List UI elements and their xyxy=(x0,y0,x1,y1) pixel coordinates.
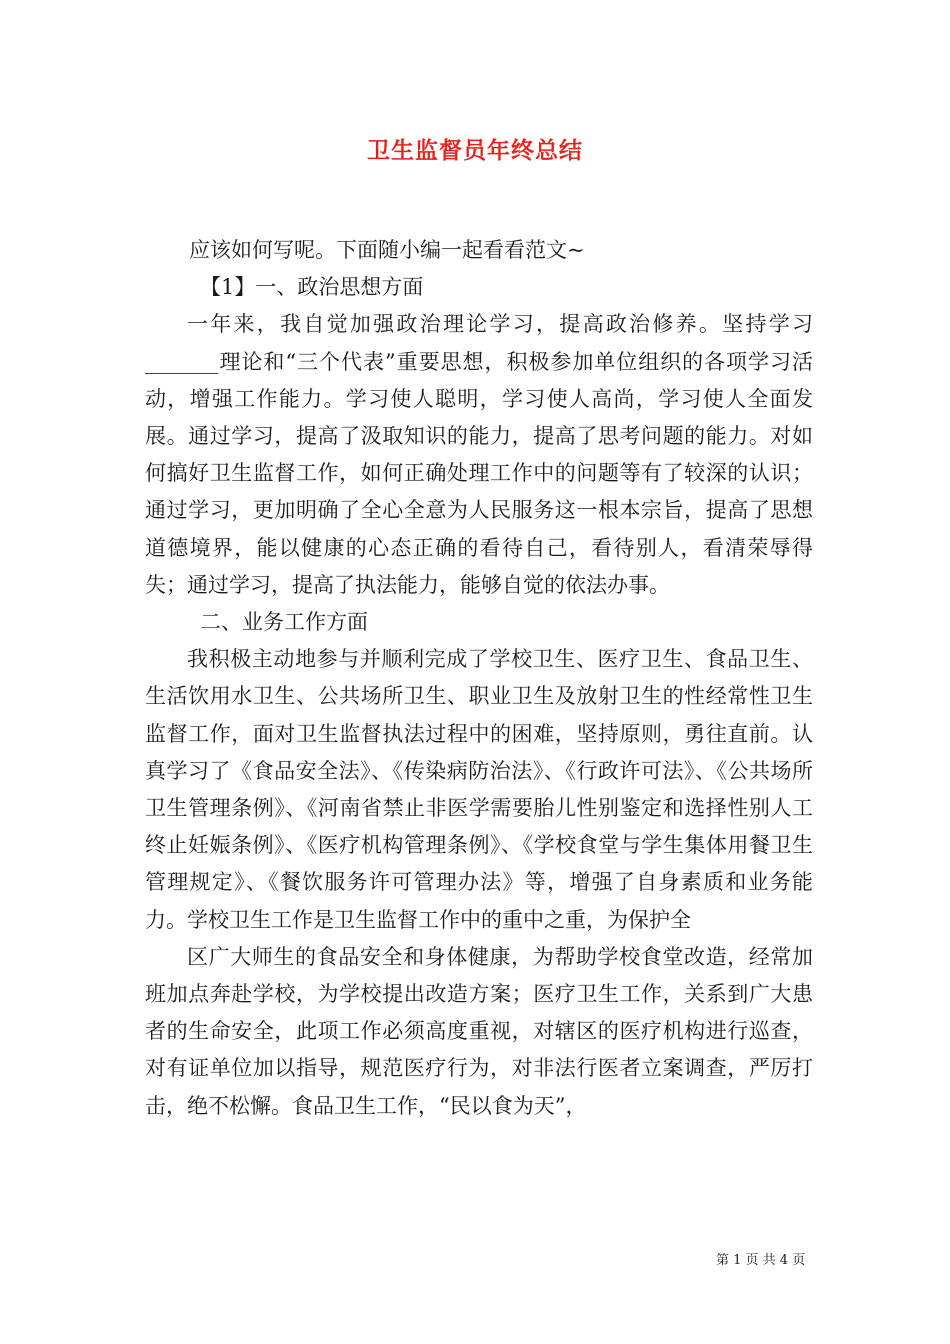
politics-paragraph: 一年来，我自觉加强政治理论学习，提高政治修养。坚持学习_______理论和“三个代表”重要思想，积极参加单位组织的各项学习活动，增强工作能力。学习使人聪明，学习使人高尚，学习使人全面发展。通过学习，提高了汲取知识的能力，提高了思考问题的能力。对如何搞好卫生监督工作，如何正确处理工作中的问题等有了较深的认识；通过学习，更加明确了全心全意为人民服务这一根本宗旨，提高了思想道德境界，能以健康的心态正确的看待自己，看待别人，看清荣辱得失；通过学习，提高了执法能力，能够自觉的依法办事。 xyxy=(145,312,813,597)
document-title: 卫生监督员年终总结 xyxy=(367,137,583,164)
intro-paragraph: 应该如何写呢。下面随小编一起看看范文~ xyxy=(189,238,585,262)
business-paragraph-1: 我积极主动地参与并顺利完成了学校卫生、医疗卫生、食品卫生、生活饮用水卫生、公共场所卫生、职业卫生及放射卫生的性经常性卫生监督工作，面对卫生监督执法过程中的困难，坚持原则，勇往直前。认真学习了《食品安全法》、《传染病防治法》、《行政许可法》、《公共场所卫生管理条例》、《河南省禁止非医学需要胎儿性别鉴定和选择性别人工终止妊娠条例》、《医疗机构管理条例》、《学校食堂与学生集体用餐卫生管理规定》、《餐饮服务许可管理办法》等，增强了自身素质和业务能力。学校卫生工作是卫生监督工作中的重中之重，为保护全 xyxy=(145,647,813,932)
section-heading-politics: 【1】一、政治思想方面 xyxy=(200,275,424,300)
section-heading-business: 二、业务工作方面 xyxy=(200,610,368,635)
document-body xyxy=(145,232,813,1125)
business-paragraph-2: 区广大师生的食品安全和身体健康，为帮助学校食堂改造，经常加班加点奔赴学校，为学校提出改造方案；医疗卫生工作，关系到广大患者的生命安全，此项工作必须高度重视，对辖区的医疗机构进行巡查，对有证单位加以指导，规范医疗行为，对非法行医者立案调查，严厉打击，绝不松懈。食品卫生工作，“民以食为天”， xyxy=(145,944,813,1118)
page-number: 第 1 页 共 4 页 xyxy=(716,1253,806,1268)
